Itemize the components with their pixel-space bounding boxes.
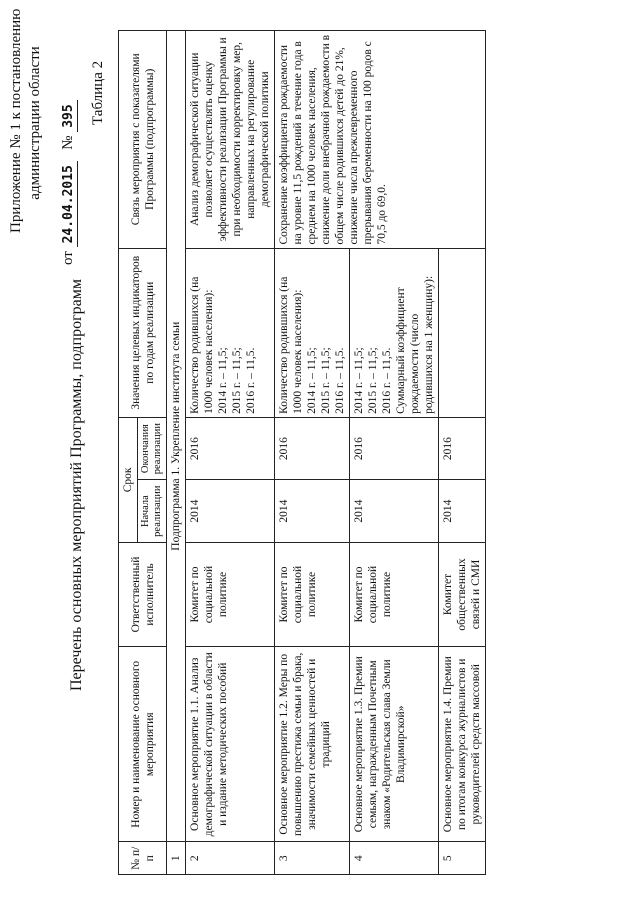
table-header-row bbox=[119, 31, 138, 875]
col-header-link: Связь мероприятия с показателями Программы (подпрограммы) bbox=[119, 31, 167, 249]
end-year: 2016 bbox=[439, 417, 486, 480]
measure-name: Основное мероприятие 1.1. Анализ демографической ситуации в области и издание методических пособий bbox=[186, 647, 275, 842]
col-header-name: Номер и наименование основного мероприятия bbox=[119, 647, 167, 842]
indicator-line: Количество родившихся (на 1000 человек населения): bbox=[278, 276, 304, 414]
indicator-line: 2016 г. – 11,5. bbox=[334, 347, 346, 414]
start-year: 2014 bbox=[350, 480, 439, 543]
start-year: 2014 bbox=[186, 480, 275, 543]
col-header-indicators: Значения целевых индикаторов по годам реализации bbox=[119, 248, 167, 417]
column-index-row bbox=[167, 31, 186, 875]
subprogram-title: Подпрограмма 1. Укрепление института семьи bbox=[167, 31, 186, 842]
col-header-end: Окончания реализации bbox=[138, 417, 167, 480]
number-prefix: № bbox=[60, 135, 76, 150]
resolution-number: 395 bbox=[60, 100, 78, 131]
row-num: 2 bbox=[186, 842, 275, 875]
indicator-values bbox=[439, 248, 486, 417]
indicator-line: 2014 г. – 11,5; bbox=[217, 347, 229, 414]
measure-name: Основное мероприятие 1.2. Меры по повышению престижа семьи и брака, значимости семейных ценностей и традиций bbox=[275, 647, 350, 842]
responsible-party: Комитет по социальной политике bbox=[350, 542, 439, 646]
table-label: Таблица 2 bbox=[90, 60, 106, 125]
start-year: 2014 bbox=[439, 480, 486, 543]
appendix-heading: Приложение № 1 к постановлению bbox=[8, 8, 24, 233]
indicator-line: 2015 г. – 11,5; bbox=[367, 347, 379, 414]
document-title: Перечень основных мероприятий Программы, подпрограмм bbox=[68, 278, 85, 692]
indicator-line: Суммарный коэффициент рождаемости (число родившихся на 1 женщину): bbox=[395, 275, 435, 414]
indicator-line: 2015 г. – 11,5; bbox=[231, 347, 243, 414]
responsible-party: Комитет по социальной политике bbox=[275, 542, 350, 646]
end-year: 2016 bbox=[350, 417, 439, 480]
indicator-line: 2015 г. – 11,5; bbox=[320, 347, 332, 414]
indicator-values bbox=[275, 248, 350, 417]
responsible-party: Комитет общественных связей и СМИ bbox=[439, 542, 486, 646]
col-index: 1 bbox=[167, 842, 186, 875]
indicator-line: 2016 г. – 11,5. bbox=[381, 347, 393, 414]
indicator-line: 2014 г. – 11,5; bbox=[306, 347, 318, 414]
date-prefix: от bbox=[60, 251, 76, 265]
col-header-start: Начала реализации bbox=[138, 480, 167, 543]
indicator-line: 2014 г. – 11,5; bbox=[353, 347, 365, 414]
program-link: Анализ демографической ситуации позволяет осуществлять оценку эффективности реализации Программы и при необходимости корректировку мер, направленных на регулирование демографической политики bbox=[186, 31, 275, 249]
indicator-values bbox=[186, 248, 275, 417]
measure-name: Основное мероприятие 1.3. Премии семьям, награжденным Почетным знаком «Родительская слава Земли Владимирской» bbox=[350, 647, 439, 842]
resolution-date-line bbox=[60, 15, 78, 265]
row-num: 4 bbox=[350, 842, 439, 875]
indicator-line: Количество родившихся (на 1000 человек населения): bbox=[189, 276, 215, 414]
indicator-values bbox=[350, 248, 439, 417]
col-header-term: Срок bbox=[119, 417, 138, 542]
end-year: 2016 bbox=[275, 417, 350, 480]
responsible-party: Комитет по социальной политике bbox=[186, 542, 275, 646]
indicator-line: 2016 г. – 11,5. bbox=[245, 347, 257, 414]
measure-name: Основное мероприятие 1.4. Премии по итогам конкурса журналистов и руководителей средств массовой bbox=[439, 647, 486, 842]
start-year: 2014 bbox=[275, 480, 350, 543]
measures-table bbox=[118, 30, 486, 875]
row-num: 5 bbox=[439, 842, 486, 875]
table-row bbox=[186, 31, 275, 875]
col-header-num: № п/п bbox=[119, 842, 167, 875]
row-num: 3 bbox=[275, 842, 350, 875]
appendix-authority: администрации области bbox=[27, 46, 43, 200]
resolution-date: 24.04.2015 bbox=[60, 161, 78, 247]
program-link: Сохранение коэффициента рождаемости на уровне 11,5 рождений в течение года в среднем на 1000 человек населения, снижение доли внебрачной рождаемости в общем числе родившихся детей до 21%, снижение числа прежлевременного прерывания беременности на 100 родов с 70,5 до 69,0. bbox=[275, 31, 486, 249]
col-header-responsible: Ответственный исполнитель bbox=[119, 542, 167, 646]
end-year: 2016 bbox=[186, 417, 275, 480]
table-row bbox=[275, 31, 350, 875]
